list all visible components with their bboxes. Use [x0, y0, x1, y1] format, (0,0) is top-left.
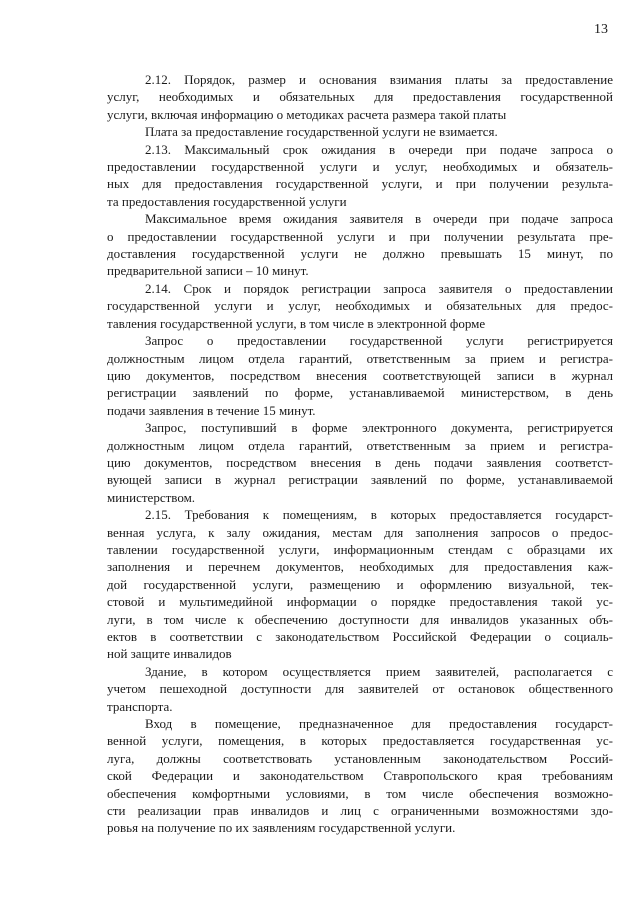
text-line: Вход в помещение, предназначенное для предоставления государст-: [145, 716, 613, 732]
text-line: Здание, в котором осуществляется прием заявителей, располагается с: [145, 663, 613, 679]
text-line: регистрации заявлений по форме, устанавливаемой министерством, в день: [107, 385, 613, 401]
text-line: 2.12. Порядок, размер и основания взимания платы за предоставление: [145, 72, 613, 87]
text-line: ской Федерации и законодательством Ставропольского края требованиям: [107, 768, 613, 784]
paragraph-p214: [107, 280, 613, 332]
text-line: учетом пешеходной доступности для заявителей от остановок общественного: [107, 681, 613, 697]
text-line: Плата за предоставление государственной услуги не взимается.: [145, 124, 498, 140]
text-line: цию документов, посредством внесения в день подачи заявления соответст-: [107, 454, 613, 470]
text-line: ных для предоставления государственной услуги, и при получении результа-: [107, 176, 613, 192]
text-line: должностным лицом отдела гарантий, ответственным за прием и регистра-: [107, 350, 613, 366]
text-line: государственной услуги и услуг, необходимых и обязательных для предос-: [107, 298, 613, 314]
page-number: 13: [594, 22, 608, 37]
text-line: стовой и мультимедийной информации о порядке предоставления такой ус-: [107, 594, 613, 610]
text-line: ровья на получение по их заявлениям государственной услуги.: [107, 820, 456, 836]
text-line: доставления государственной услуги не должно превышать 15 минут, по: [107, 246, 613, 262]
paragraph-p212a: [107, 123, 613, 140]
paragraph-p214b: [107, 419, 613, 506]
paragraph-p215: [107, 506, 613, 663]
text-line: тавлении государственной услуги, информационным стендам с образцами их: [107, 541, 613, 557]
text-line: 2.14. Срок и порядок регистрации запроса заявителя о предоставлении: [145, 280, 613, 296]
paragraph-p213: [107, 141, 613, 211]
document-body: [107, 71, 613, 837]
text-line: услуги, включая информацию о методиках расчета размера такой платы: [107, 106, 507, 122]
text-line: тавления государственной услуги, в том числе в электронной форме: [107, 315, 486, 331]
text-line: венной услуги, помещения, в которых предоставляется государственная ус-: [107, 733, 613, 749]
text-line: предварительной записи – 10 минут.: [107, 263, 309, 279]
text-line: Максимальное время ожидания заявителя в очереди при подаче запроса: [145, 211, 613, 227]
text-line: 2.15. Требования к помещениям, в которых предоставляется государст-: [145, 507, 613, 523]
text-line: услуг, необходимых и обязательных для предоставления государственной: [107, 89, 613, 105]
text-line: заполнения и перечнем документов, необходимых для предоставления каж-: [107, 559, 613, 575]
text-line: венная услуга, к залу ожидания, местам для заполнения запросов о предос-: [107, 524, 613, 540]
text-line: предоставлении государственной услуги и услуг, необходимых и обязатель-: [107, 159, 613, 175]
paragraph-p215b: [107, 715, 613, 837]
text-line: 2.13. Максимальный срок ожидания в очереди при подаче запроса о: [145, 141, 613, 157]
text-line: о предоставлении государственной услуги и при получении результата пре-: [107, 228, 613, 244]
text-line: Запрос о предоставлении государственной услуги регистрируется: [145, 333, 613, 349]
text-line: должностным лицом отдела гарантий, ответственным за прием и регистра-: [107, 437, 613, 453]
text-line: цию документов, посредством внесения соответствующей записи в журнал: [107, 367, 613, 383]
text-line: ной защите инвалидов: [107, 646, 232, 662]
text-line: Запрос, поступивший в форме электронного документа, регистрируется: [145, 420, 613, 436]
text-line: министерством.: [107, 489, 196, 505]
text-line: луги, в том числе к обеспечению доступности для инвалидов указанных объ-: [107, 611, 613, 627]
text-line: подачи заявления в течение 15 минут.: [107, 402, 316, 418]
text-line: луга, должны соответствовать установленным законодательством Россий-: [107, 750, 613, 766]
text-line: дой государственной услуги, размещению и оформлению визуальной, тек-: [107, 576, 613, 592]
text-line: сти реализации прав инвалидов и лиц с ограниченными возможностями здо-: [107, 803, 613, 819]
text-line: обеспечения комфортными условиями, в том числе обеспечения возможно-: [107, 785, 613, 801]
text-line: та предоставления государственной услуги: [107, 193, 347, 209]
text-line: транспорта.: [107, 698, 173, 714]
text-line: вующей записи в журнал регистрации заявлений по форме, устанавливаемой: [107, 472, 613, 488]
paragraph-p213a: [107, 210, 613, 280]
paragraph-p215a: [107, 663, 613, 715]
text-line: ектов в соответствии с законодательством Российской Федерации о социаль-: [107, 629, 613, 644]
paragraph-p212: [107, 71, 613, 123]
paragraph-p214a: [107, 332, 613, 419]
